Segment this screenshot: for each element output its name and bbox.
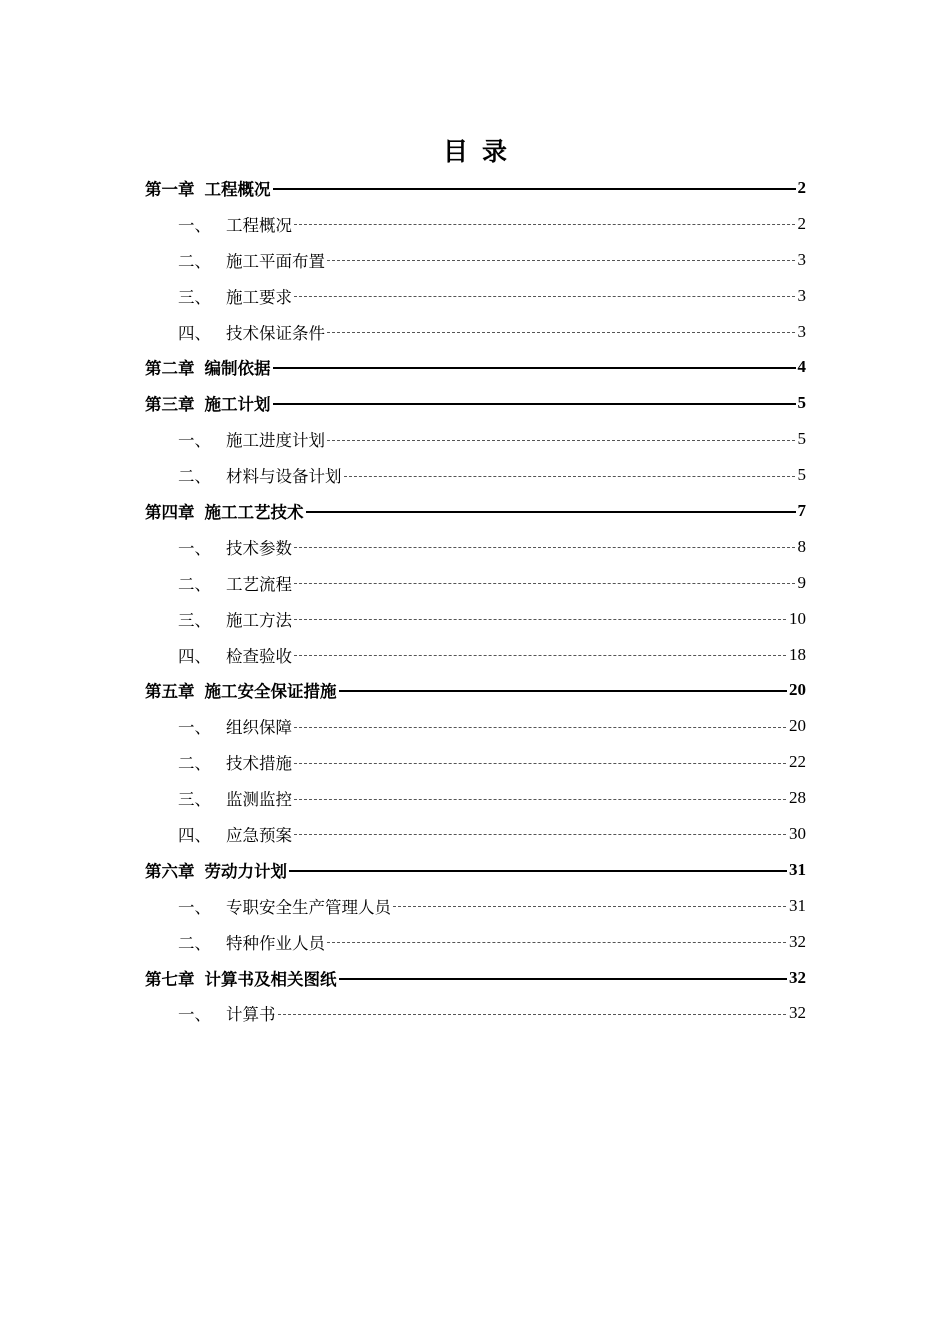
toc-title (0, 132, 950, 168)
toc-section-entry[interactable] (145, 314, 806, 350)
toc-page-number: 5 (797, 465, 806, 485)
toc-entry-title: 工程概况 (226, 215, 292, 235)
toc-entry-number: 第七章 (145, 969, 195, 989)
toc-entry-title: 计算书及相关图纸 (204, 969, 337, 989)
toc-leader-line (294, 547, 795, 548)
toc-leader-line (294, 799, 786, 800)
toc-entry-number: 一、 (178, 718, 211, 738)
toc-leader-line (294, 655, 786, 656)
toc-leader-line (294, 727, 786, 728)
toc-entry-title: 施工安全保证措施 (204, 682, 337, 702)
toc-leader-line (294, 296, 795, 297)
toc-entry-number: 三、 (178, 610, 211, 630)
toc-section-entry[interactable] (145, 529, 806, 565)
toc-leader-line (273, 367, 796, 369)
toc-leader-line (339, 690, 788, 692)
toc-entry-number: 二、 (178, 933, 211, 953)
toc-leader-line (327, 332, 795, 333)
toc-entry-title: 编制依据 (204, 359, 271, 379)
toc-leader-line (278, 1014, 787, 1015)
toc-entry-title: 劳动力计划 (204, 861, 287, 881)
toc-entry-title: 专职安全生产管理人员 (226, 897, 391, 917)
toc-entry-title: 检查验收 (226, 646, 292, 666)
toc-page-number: 32 (789, 931, 806, 951)
toc-section-entry[interactable] (145, 457, 806, 493)
toc-section-entry[interactable] (145, 565, 806, 601)
toc-entry-number: 一、 (178, 431, 211, 451)
toc-entry-number: 第三章 (145, 395, 195, 415)
toc-leader-line (273, 403, 796, 405)
toc-entry-number: 一、 (178, 538, 211, 558)
toc-page-number: 28 (789, 788, 806, 808)
toc-leader-line (327, 440, 795, 441)
toc-page-number: 9 (797, 572, 806, 592)
toc-page-number: 18 (789, 644, 806, 664)
toc-page-number: 8 (797, 536, 806, 556)
toc-entry-number: 四、 (178, 323, 211, 343)
toc-entry-title: 施工计划 (204, 395, 271, 415)
toc-chapter-entry[interactable] (145, 349, 806, 385)
toc-entry-number: 第二章 (145, 359, 195, 379)
toc-leader-line (273, 188, 796, 190)
toc-entry-number: 第一章 (145, 179, 195, 199)
toc-entry-number: 三、 (178, 287, 211, 307)
toc-list (145, 170, 806, 1031)
toc-leader-line (393, 906, 786, 907)
toc-section-entry[interactable] (145, 206, 806, 242)
toc-page-number: 5 (797, 429, 806, 449)
toc-page-number: 3 (797, 249, 806, 269)
toc-section-entry[interactable] (145, 708, 806, 744)
toc-page-number: 32 (789, 967, 806, 987)
toc-entry-title: 监测监控 (226, 790, 292, 810)
toc-leader-line (344, 476, 795, 477)
toc-entry-title: 特种作业人员 (226, 933, 325, 953)
toc-entry-title: 施工要求 (226, 287, 292, 307)
toc-page-number: 3 (797, 321, 806, 341)
toc-page-number: 4 (797, 357, 806, 377)
toc-entry-number: 二、 (178, 251, 211, 271)
toc-entry-title: 材料与设备计划 (226, 467, 342, 487)
toc-section-entry[interactable] (145, 637, 806, 673)
toc-leader-line (289, 870, 787, 872)
toc-page-number: 30 (789, 823, 806, 843)
toc-page-number: 20 (789, 680, 806, 700)
toc-entry-title: 施工进度计划 (226, 431, 325, 451)
toc-entry-number: 四、 (178, 825, 211, 845)
toc-chapter-entry[interactable] (145, 493, 806, 529)
toc-entry-title: 工程概况 (204, 179, 271, 199)
toc-leader-line (294, 763, 786, 764)
toc-entry-number: 一、 (178, 897, 211, 917)
toc-leader-line (294, 583, 795, 584)
toc-entry-number: 二、 (178, 467, 211, 487)
toc-page-number: 3 (797, 285, 806, 305)
toc-section-entry[interactable] (145, 888, 806, 924)
toc-page-number: 32 (789, 1003, 806, 1023)
toc-chapter-entry[interactable] (145, 170, 806, 206)
toc-entry-title: 施工平面布置 (226, 251, 325, 271)
toc-page-number: 22 (789, 752, 806, 772)
toc-title-char: 目 (442, 137, 468, 166)
toc-section-entry[interactable] (145, 242, 806, 278)
toc-section-entry[interactable] (145, 924, 806, 960)
toc-page-number: 7 (797, 500, 806, 520)
toc-entry-number: 四、 (178, 646, 211, 666)
toc-leader-line (327, 260, 795, 261)
toc-entry-title: 组织保障 (226, 718, 292, 738)
toc-section-entry[interactable] (145, 780, 806, 816)
toc-title-char: 录 (482, 137, 508, 166)
toc-entry-number: 第五章 (145, 682, 195, 702)
toc-entry-number: 二、 (178, 754, 211, 774)
toc-entry-number: 三、 (178, 790, 211, 810)
toc-page-number: 2 (797, 213, 806, 233)
toc-section-entry[interactable] (145, 744, 806, 780)
toc-page-number: 31 (789, 859, 806, 879)
toc-page-number: 10 (789, 608, 806, 628)
toc-leader-line (294, 834, 786, 835)
toc-chapter-entry[interactable] (145, 385, 806, 421)
toc-leader-line (327, 942, 786, 943)
toc-section-entry[interactable] (145, 278, 806, 314)
toc-page-number: 2 (797, 177, 806, 197)
toc-entry-title: 施工工艺技术 (204, 502, 304, 522)
toc-entry-title: 技术措施 (226, 754, 292, 774)
toc-entry-title: 技术参数 (226, 538, 292, 558)
toc-entry-number: 第六章 (145, 861, 195, 881)
toc-entry-title: 工艺流程 (226, 574, 292, 594)
toc-entry-number: 一、 (178, 215, 211, 235)
toc-section-entry[interactable] (145, 995, 806, 1031)
toc-chapter-entry[interactable] (145, 960, 806, 996)
toc-leader-line (306, 511, 796, 513)
toc-entry-title: 应急预案 (226, 825, 292, 845)
toc-section-entry[interactable] (145, 601, 806, 637)
toc-entry-title: 计算书 (226, 1005, 276, 1025)
toc-section-entry[interactable] (145, 816, 806, 852)
toc-entry-number: 一、 (178, 1005, 211, 1025)
toc-entry-number: 二、 (178, 574, 211, 594)
toc-entry-title: 技术保证条件 (226, 323, 325, 343)
toc-chapter-entry[interactable] (145, 852, 806, 888)
toc-leader-line (294, 224, 795, 225)
toc-leader-line (339, 978, 788, 980)
toc-page-number: 31 (789, 895, 806, 915)
toc-entry-title: 施工方法 (226, 610, 292, 630)
toc-leader-line (294, 619, 786, 620)
toc-page-number: 5 (797, 393, 806, 413)
toc-page-number: 20 (789, 716, 806, 736)
toc-entry-number: 第四章 (145, 502, 195, 522)
toc-section-entry[interactable] (145, 421, 806, 457)
toc-chapter-entry[interactable] (145, 672, 806, 708)
